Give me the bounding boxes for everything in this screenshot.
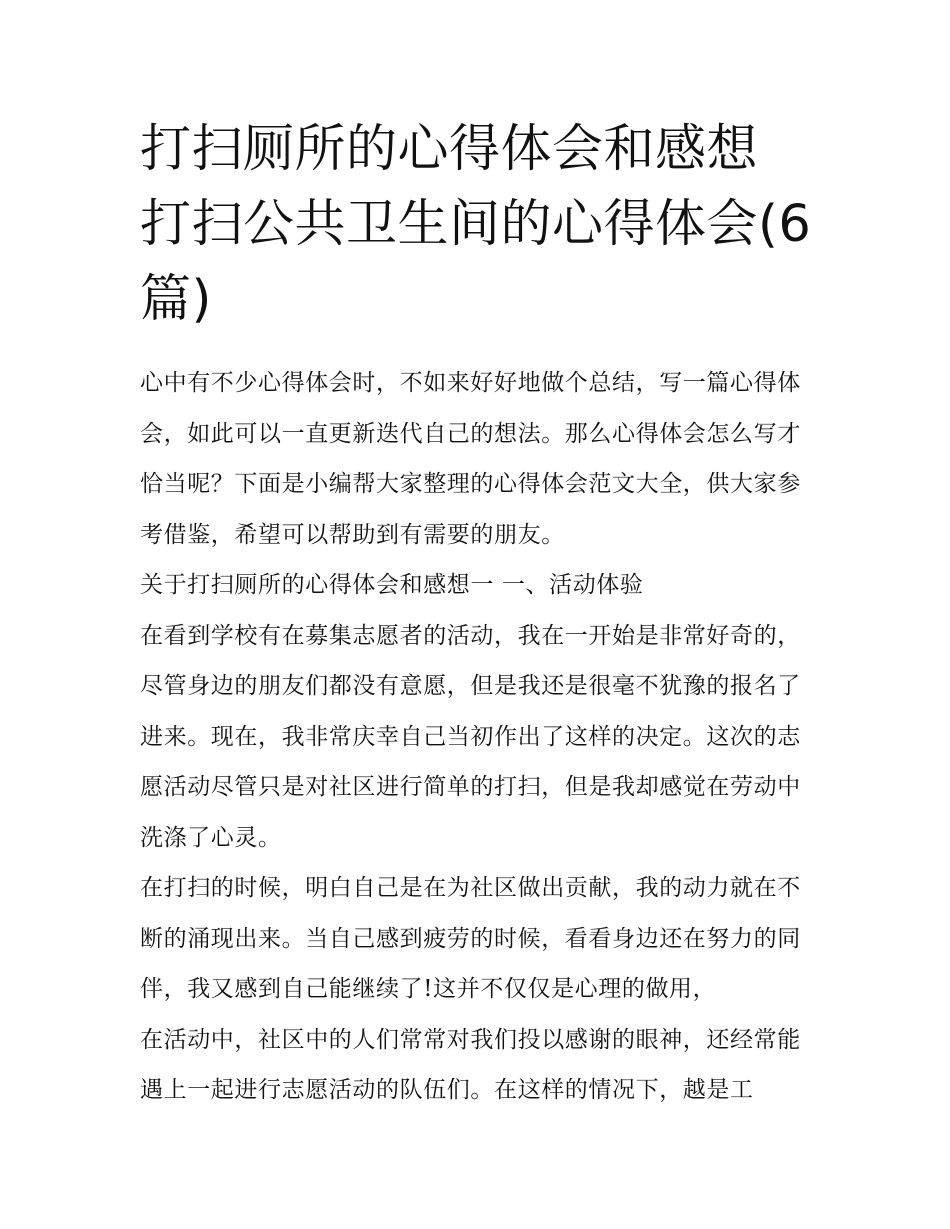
document-title: 打扫厕所的心得体会和感想 打扫公共卫生间的心得体会(6篇) — [140, 120, 812, 329]
body-paragraph: 在看到学校有在募集志愿者的活动，我在一开始是非常好奇的，尽管身边的朋友们都没有意愿，但是我还是很毫不犹豫的报名了进来。现在，我非常庆幸自己当初作出了这样的决定。这次的志愿活动尽管只是对社区进行简单的打扫，但是我却感觉在劳动中洗涤了心灵。 — [140, 622, 801, 851]
section-heading: 关于打扫厕所的心得体会和感想一 一、活动体验 — [140, 572, 644, 598]
document-body — [140, 358, 820, 1116]
intro-paragraph: 心中有不少心得体会时，不如来好好地做个总结，写一篇心得体会，如此可以一直更新迭代自己的想法。那么心得体会怎么写才恰当呢？下面是小编帮大家整理的心得体会范文大全，供大家参考借鉴，希望可以帮助到有需要的朋友。 — [140, 370, 801, 548]
body-paragraph: 在打扫的时候，明白自己是在为社区做出贡献，我的动力就在不断的涌现出来。当自己感到疲劳的时候，看看身边还在努力的同伴，我又感到自己能继续了!这并不仅仅是心理的做用， — [140, 875, 801, 1002]
body-paragraph: 在活动中，社区中的人们常常对我们投以感谢的眼神，还经常能遇上一起进行志愿活动的队伍们。在这样的情况下，越是工 — [140, 1026, 801, 1103]
